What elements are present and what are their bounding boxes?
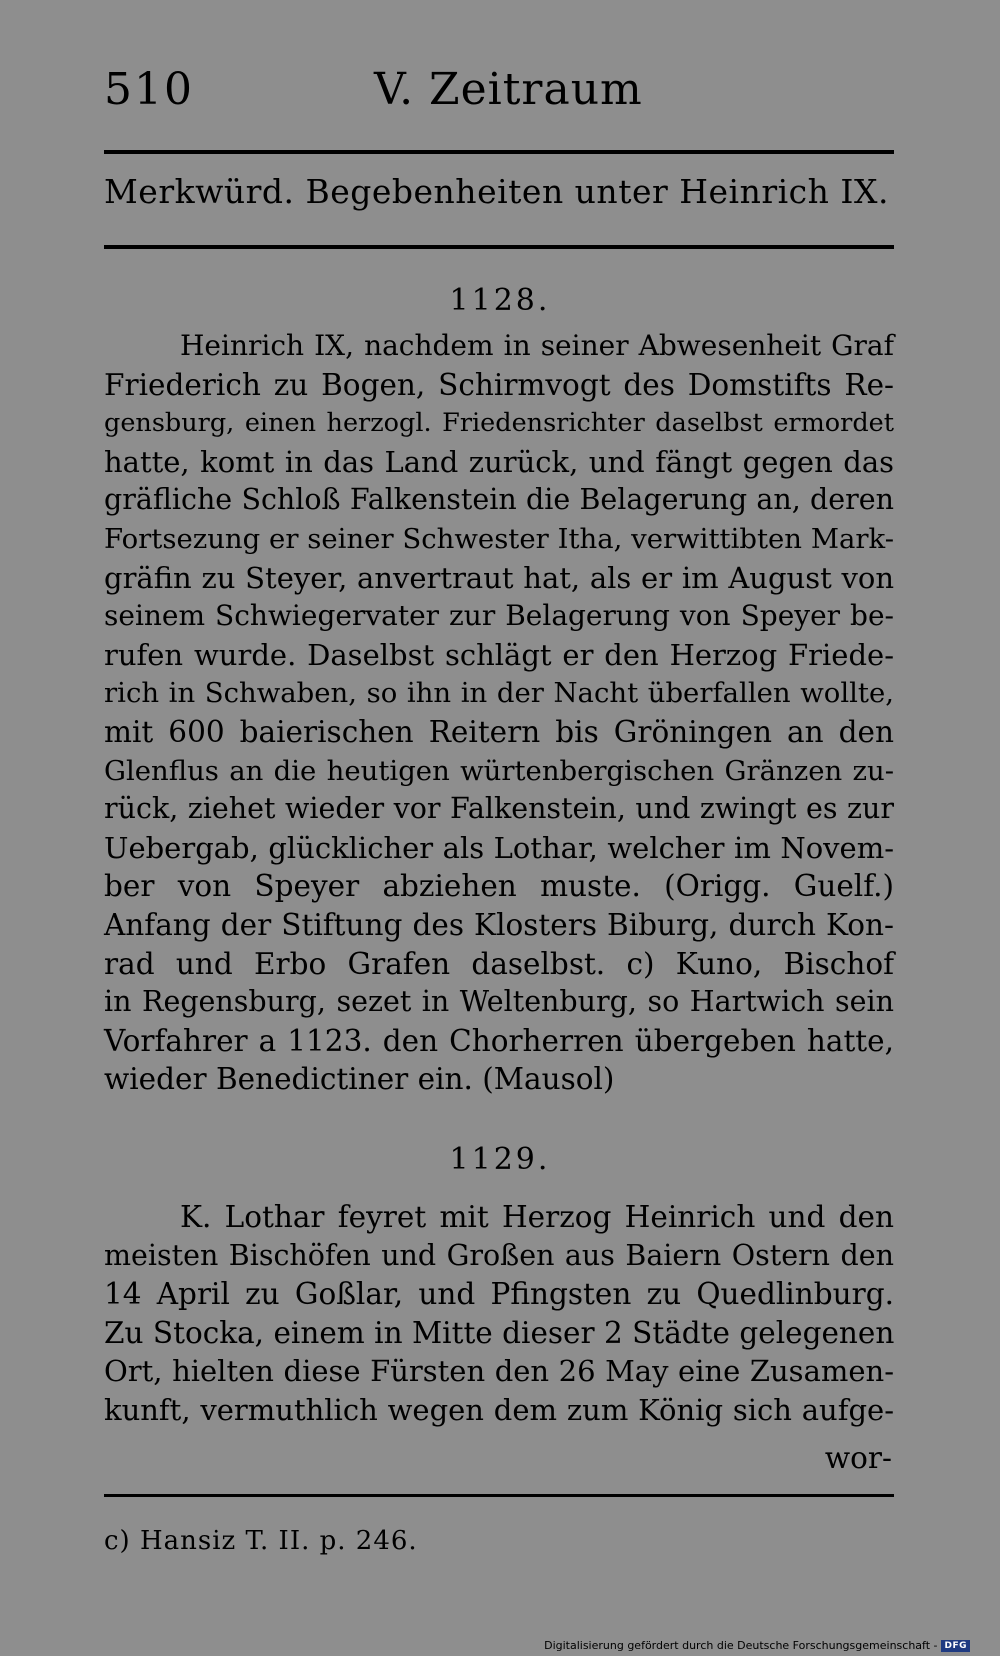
text-line: Fortsezung er seiner Schwester Itha, verwittibten Mark- [104, 522, 894, 555]
section-subtitle: Merkwürd. Begebenheiten unter Heinrich IX. [104, 172, 889, 211]
text-line: wieder Benedictiner ein. (Mausol) [104, 1062, 615, 1097]
text-line: gräfin zu Steyer, anvertraut hat, als er im August von [104, 560, 894, 595]
text-line: rich in Schwaben, so ihn in der Nacht überfallen wollte, [104, 677, 894, 710]
page-header [104, 58, 894, 128]
footnote-rule [104, 1494, 894, 1497]
text-line: K. Lothar feyret mit Herzog Heinrich und den [180, 1200, 894, 1234]
text-line: in Regensburg, sezet in Weltenburg, so Hartwich sein [104, 985, 894, 1019]
text-line: Friederich zu Bogen, Schirmvogt des Domstifts Re- [104, 367, 894, 402]
text-line: rück, ziehet wieder vor Falkenstein, und zwingt es zur [104, 792, 894, 826]
text-line: ber von Speyer abziehen muste. (Origg. Guelf.) [104, 869, 894, 904]
running-head: V. Zeitraum [374, 64, 643, 115]
text-line: kunft, vermuthlich wegen dem zum König sich aufge- [104, 1392, 894, 1427]
credit-text: Digitalisierung gefördert durch die Deutsche Forschungsgemeinschaft - [544, 1639, 938, 1652]
year-heading-1129: 1129. [449, 1142, 551, 1177]
text-line: hatte, komt in das Land zurück, und fängt gegen das [104, 444, 894, 479]
text-line: rad und Erbo Grafen daselbst. c) Kuno, Bischof [104, 946, 894, 981]
text-line: gensburg, einen herzogl. Friedensrichter daselbst ermordet [104, 408, 894, 439]
paragraph-1129 [104, 1198, 894, 1430]
text-line: Anfang der Stiftung des Klosters Biburg, durch Kon- [104, 907, 894, 942]
text-line: Zu Stocka, einem in Mitte dieser 2 Städte gelegenen [104, 1315, 895, 1350]
subtitle-rule [104, 245, 894, 249]
text-line: Heinrich IX, nachdem in seiner Abwesenheit Graf [180, 329, 894, 362]
text-line: Glenflus an die heutigen würtenbergischen Gränzen zu- [104, 754, 894, 787]
text-line: gräfliche Schloß Falkenstein die Belagerung an, deren [104, 483, 894, 517]
text-line: rufen wurde. Daselbst schlägt er den Herzog Friede- [104, 637, 894, 672]
year-heading-1128: 1128. [449, 283, 551, 318]
digitization-credit [544, 1639, 970, 1652]
text-line: seinem Schwiegervater zur Belagerung von Speyer be- [104, 599, 894, 633]
text-line: Uebergab, glücklicher als Lothar, welcher im Novem- [104, 830, 894, 865]
header-rule [104, 150, 894, 154]
text-line: Vorfahrer a 1123. den Chorherren übergeben hatte, [104, 1023, 894, 1058]
paragraph-1128 [104, 327, 894, 1099]
catchword: wor- [824, 1441, 892, 1475]
page-number: 510 [104, 64, 194, 115]
dfg-logo-icon[interactable]: DFG [941, 1640, 970, 1652]
text-line: Ort, hielten diese Fürsten den 26 May eine Zusamen- [104, 1354, 894, 1389]
text-line: meisten Bischöfen und Großen aus Baiern Ostern den [104, 1238, 894, 1272]
text-line: mit 600 baierischen Reitern bis Gröningen an den [104, 714, 894, 749]
footnote: c) Hansiz T. II. p. 246. [104, 1526, 418, 1556]
text-line: 14 April zu Goßlar, und Pfingsten zu Quedlinburg. [104, 1277, 894, 1312]
